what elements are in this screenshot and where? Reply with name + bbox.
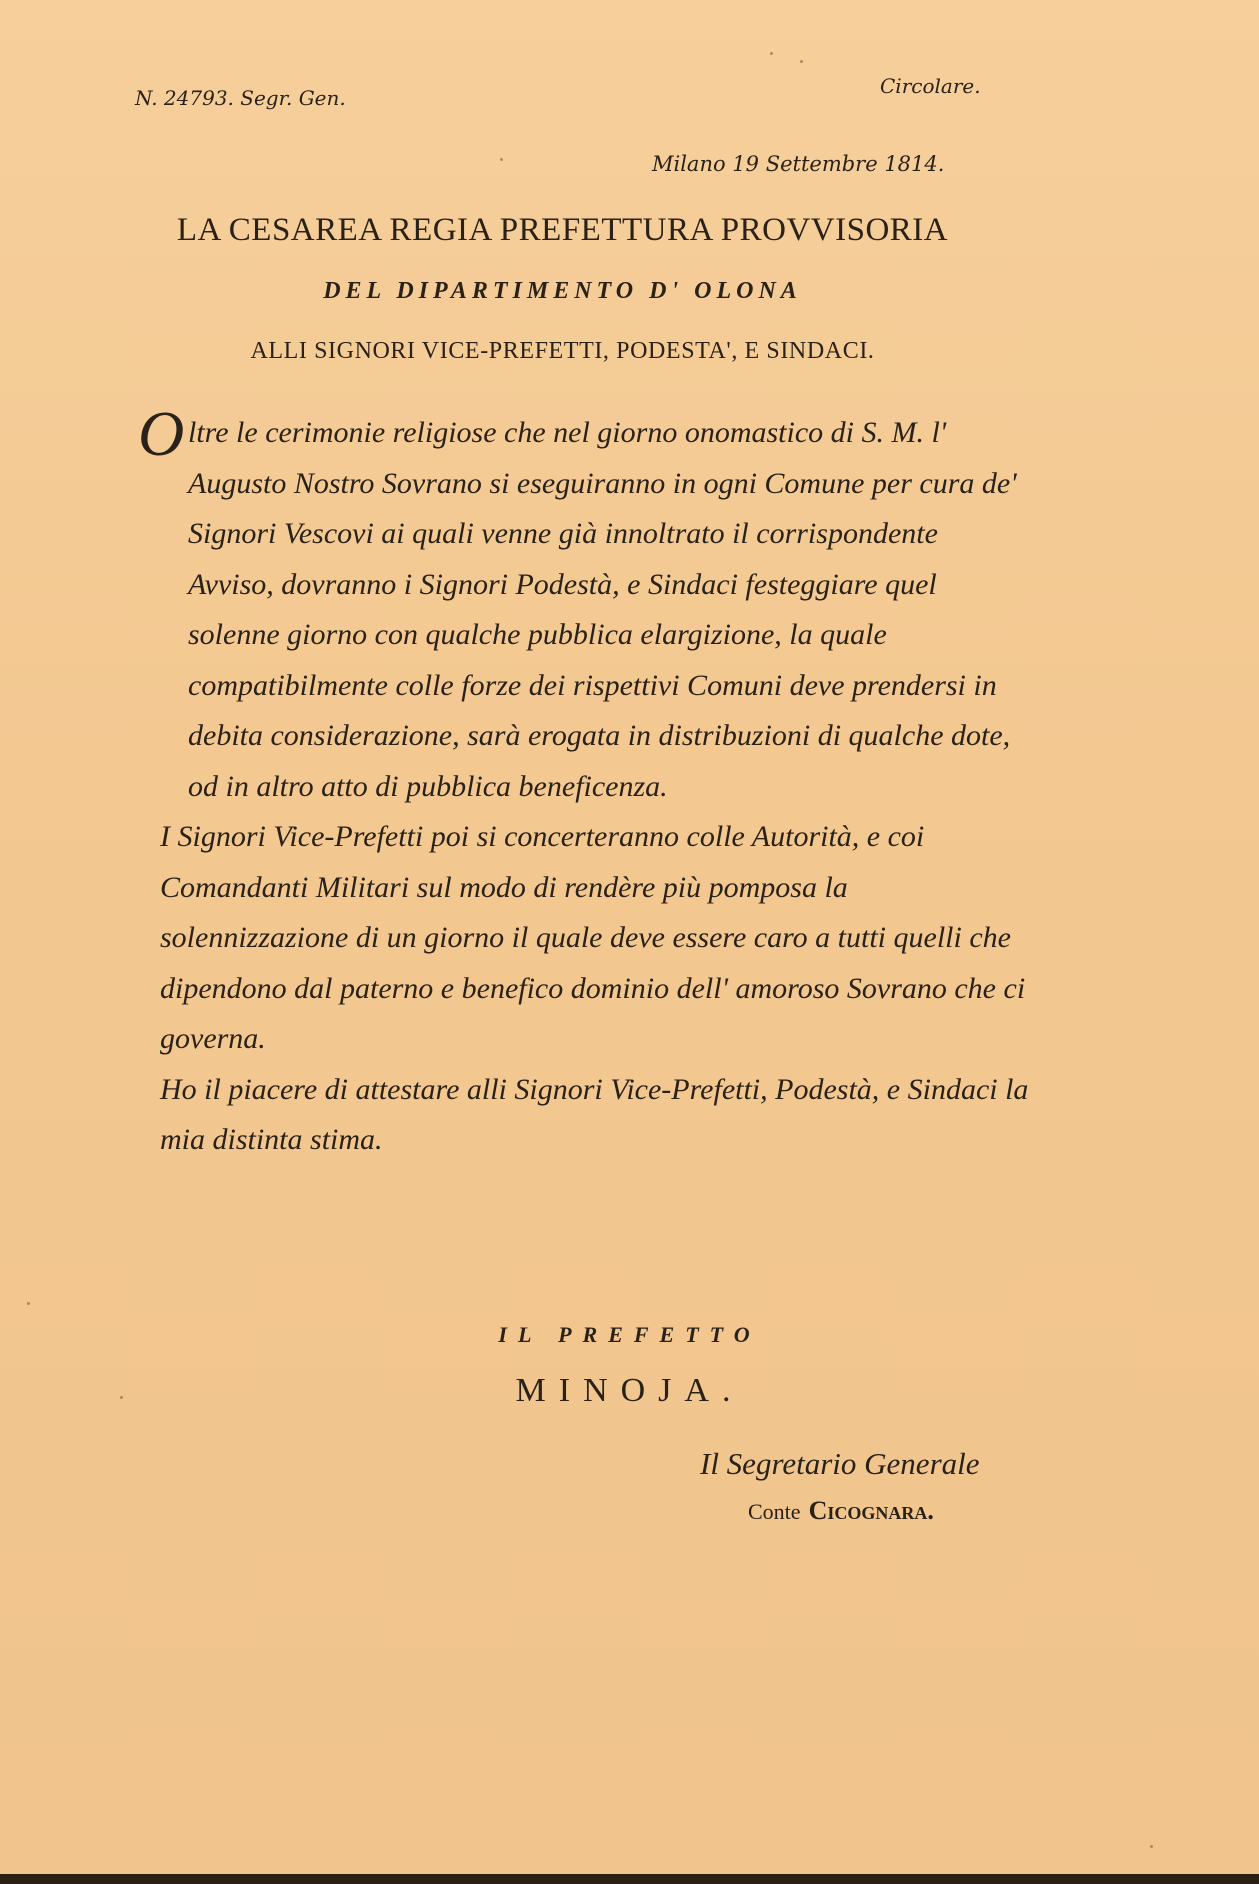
reference-number: N. 24793. Segr. Gen. <box>135 86 346 110</box>
paragraph-1-text: ltre le cerimonie religiose che nel giorno onomastico di S. M. l' Augusto Nostro Sovrano si eseguiranno in ogni Comune per cura de' Signori Vescovi ai quali venne già innoltrato il corrispondente Avviso, dovranno i Signori Podestà, e Sindaci festeggiare quel solenne giorno con qualche pubblica elargizione, la quale compatibilmente colle forze dei rispettivi Comuni deve prendersi in debita considerazione, sarà erogata in distribuzioni di qualche dote, od in altro atto di pubblica beneficenza. <box>188 416 1017 803</box>
paper-speck <box>120 1396 123 1399</box>
dateline: Milano 19 Settembre 1814. <box>652 152 945 176</box>
signature-name: MINOJA. <box>515 1372 744 1409</box>
addressee: ALLI SIGNORI VICE-PREFETTI, PODESTA', E SINDACI. <box>250 338 875 364</box>
document-subtitle: DEL DIPARTIMENTO D' OLONA <box>323 278 802 304</box>
secretary-name <box>748 1496 934 1526</box>
paper-speck <box>1150 1845 1153 1848</box>
page-edge <box>0 1874 1259 1884</box>
secretary-prefix: Conte <box>748 1499 801 1524</box>
paragraph-1 <box>138 398 1030 812</box>
paper-speck <box>800 60 803 63</box>
paper-speck <box>770 52 773 55</box>
secretary-role: Il Segretario Generale <box>700 1446 980 1481</box>
secretary-surname: Cicognara. <box>808 1496 934 1525</box>
paragraph-3: Ho il piacere di attestare alli Signori Vice-Prefetti, Podestà, e Sindaci la mia distinta stima. <box>160 1072 1029 1156</box>
document-type: Circolare. <box>880 74 981 98</box>
signature-title: IL PREFETTO <box>498 1322 761 1347</box>
paper-speck <box>500 158 503 161</box>
body-text <box>138 398 1030 1166</box>
document-title: LA CESAREA REGIA PREFETTURA PROVVISORIA <box>176 212 949 248</box>
paper-speck <box>27 1302 30 1305</box>
paragraph-2: I Signori Vice-Prefetti poi si concerteranno colle Autorità, e coi Comandanti Militari sul modo di rendère più pomposa la solennizzazione di un giorno il quale deve essere caro a tutti quelli che dipendono dal paterno e benefico dominio dell' amoroso Sovrano che ci governa. <box>160 820 1026 1055</box>
drop-cap: O <box>138 398 185 469</box>
